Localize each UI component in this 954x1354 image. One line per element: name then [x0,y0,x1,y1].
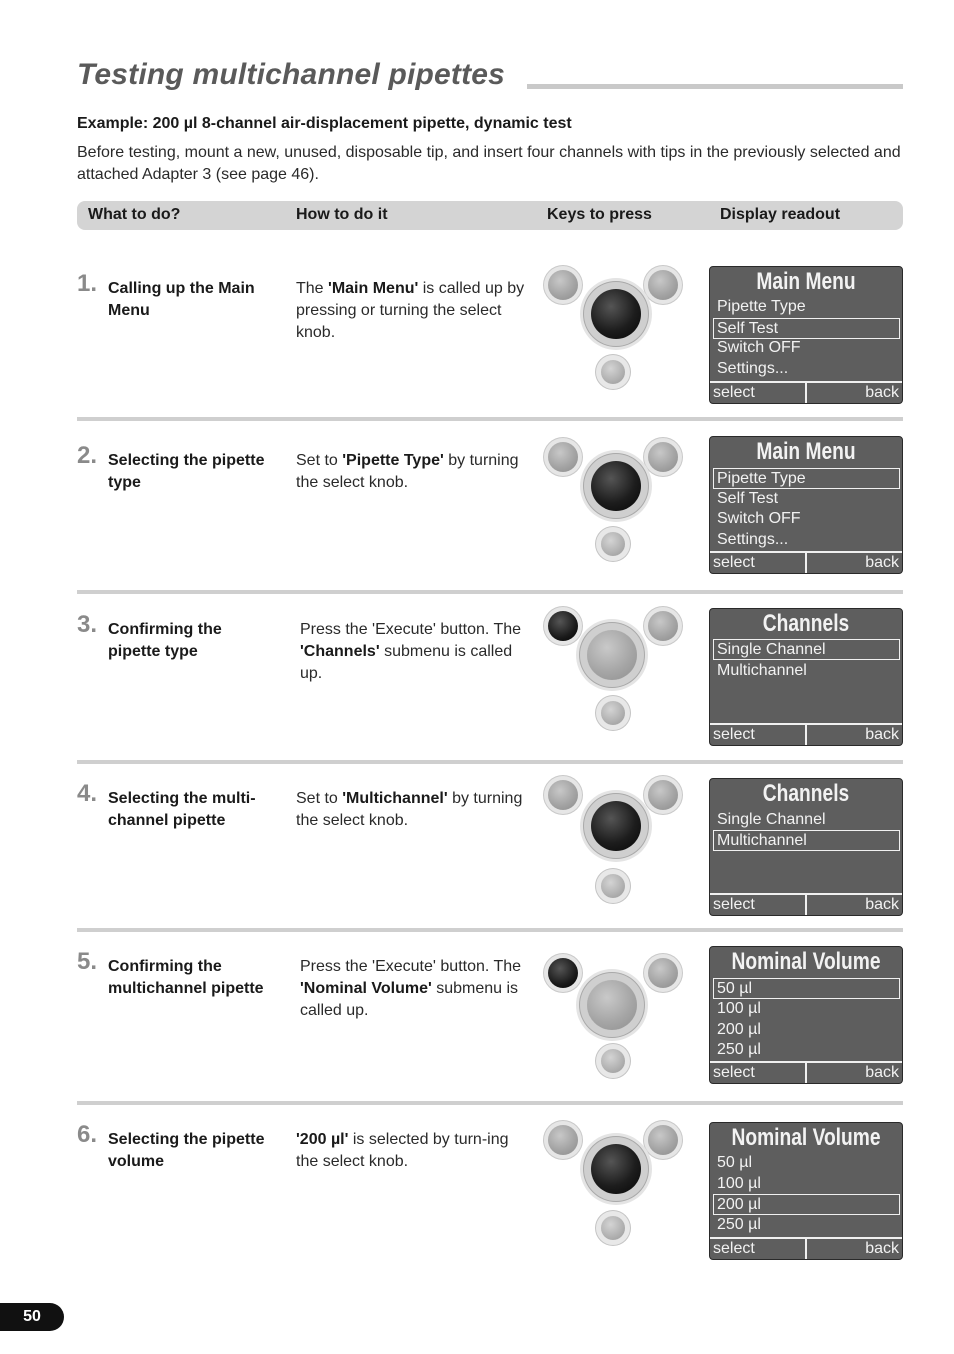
display-item: 250 µl [717,1216,761,1233]
page-number: 50 [0,1303,64,1331]
display-title: Channels [762,780,850,807]
keypad [544,780,682,912]
step-description: '200 µl' is selected by turn-ing the select knob. [296,1131,509,1170]
step-label: Selecting the pipette type [108,452,265,491]
row-separator [77,928,903,932]
step-description: Press the 'Execute' button. The 'Nominal Volume' submenu is called up. [300,958,522,1019]
bottom-button[interactable] [601,532,625,556]
softkey-back: back [865,554,899,571]
execute-button[interactable] [548,270,578,300]
display-item-selected: Pipette Type [713,468,900,489]
execute-button-pressed[interactable] [548,958,578,988]
display-item: 100 µl [717,1000,761,1017]
display-readout [709,608,903,746]
display-item-selected: 50 µl [713,978,900,999]
display-item-selected: Self Test [713,318,900,339]
back-button[interactable] [648,611,678,641]
title-rule [527,84,903,89]
step-number: 5. [77,948,98,975]
back-button[interactable] [648,958,678,988]
header-what: What to do? [88,206,181,223]
back-button[interactable] [648,780,678,810]
display-item: Settings... [717,531,789,548]
intro-paragraph: Before testing, mount a new, unused, disposable tip, and insert four channels with tips in the previously selected and attached Adapter 3 (see page 46). [77,144,901,183]
select-knob[interactable] [591,289,641,339]
step-description: Set to 'Pipette Type' by turning the select knob. [296,452,519,491]
back-button[interactable] [648,442,678,472]
step-description: The 'Main Menu' is called up by pressing or turning the select knob. [296,280,525,341]
bottom-button[interactable] [601,1049,625,1073]
keypad [544,442,682,574]
step-number: 2. [77,442,98,469]
display-title: Nominal Volume [731,1124,881,1151]
step-description: Press the 'Execute' button. The 'Channels' submenu is called up. [300,621,522,682]
display-item: 200 µl [717,1021,761,1038]
step-label: Confirming the multichannel pipette [108,958,264,997]
title-row [77,58,903,98]
softkey-select: select [713,726,755,743]
softkey-back: back [865,1064,899,1081]
keypad [544,1121,682,1253]
row-separator [77,1101,903,1105]
bottom-button[interactable] [601,1216,625,1240]
display-item: Pipette Type [717,298,806,315]
display-readout [709,1122,903,1260]
softkey-select: select [713,1064,755,1081]
step-label: Selecting the multi-channel pipette [108,790,256,829]
display-item: Single Channel [717,811,826,828]
display-footer [710,1061,902,1083]
display-item-selected: 200 µl [713,1194,900,1215]
step-label: Selecting the pipette volume [108,1131,265,1170]
select-knob[interactable] [587,980,637,1030]
display-item: Self Test [717,490,779,507]
display-footer [710,893,902,915]
keypad [544,611,682,743]
execute-button[interactable] [548,1125,578,1155]
select-knob[interactable] [591,1144,641,1194]
display-footer [710,723,902,745]
bottom-button[interactable] [601,701,625,725]
display-footer [710,551,902,573]
example-heading: Example: 200 µl 8-channel air-displacement pipette, dynamic test [77,115,572,132]
execute-button[interactable] [548,442,578,472]
display-footer [710,381,902,403]
step-number: 6. [77,1121,98,1148]
softkey-select: select [713,896,755,913]
execute-button-pressed[interactable] [548,611,578,641]
display-item-selected: Multichannel [713,830,900,851]
softkey-back: back [865,726,899,743]
softkey-back: back [865,1240,899,1257]
softkey-back: back [865,384,899,401]
select-knob[interactable] [591,801,641,851]
step-number: 1. [77,270,98,297]
execute-button[interactable] [548,780,578,810]
bottom-button[interactable] [601,874,625,898]
display-item: 250 µl [717,1041,761,1058]
row-separator [77,417,903,421]
display-item: Multichannel [717,662,807,679]
back-button[interactable] [648,1125,678,1155]
display-item: Switch OFF [717,339,801,356]
step-number: 3. [77,611,98,638]
table-header [77,201,903,230]
display-readout [709,436,903,574]
step-description: Set to 'Multichannel' by turning the select knob. [296,790,523,829]
display-title: Nominal Volume [731,948,881,975]
softkey-select: select [713,1240,755,1257]
select-knob[interactable] [591,461,641,511]
display-item-selected: Single Channel [713,639,900,660]
display-item: Settings... [717,360,789,377]
display-title: Main Menu [756,268,856,295]
display-title: Channels [762,610,850,637]
display-readout [709,266,903,404]
display-item: 50 µl [717,1154,753,1171]
softkey-select: select [713,554,755,571]
back-button[interactable] [648,270,678,300]
step-number: 4. [77,780,98,807]
select-knob[interactable] [587,630,637,680]
bottom-button[interactable] [601,360,625,384]
row-separator [77,590,903,594]
header-display: Display readout [720,206,841,223]
keypad [544,270,682,402]
keypad [544,948,682,1080]
display-item: 100 µl [717,1175,761,1192]
step-label: Confirming the pipette type [108,621,222,660]
display-readout [709,946,903,1084]
row-separator [77,760,903,764]
display-footer [710,1237,902,1259]
display-readout [709,778,903,916]
header-keys: Keys to press [547,206,652,223]
step-label: Calling up the Main Menu [108,280,255,319]
page-title: Testing multichannel pipettes [77,58,506,91]
display-title: Main Menu [756,438,856,465]
header-how: How to do it [296,206,388,223]
display-item: Switch OFF [717,510,801,527]
softkey-back: back [865,896,899,913]
softkey-select: select [713,384,755,401]
